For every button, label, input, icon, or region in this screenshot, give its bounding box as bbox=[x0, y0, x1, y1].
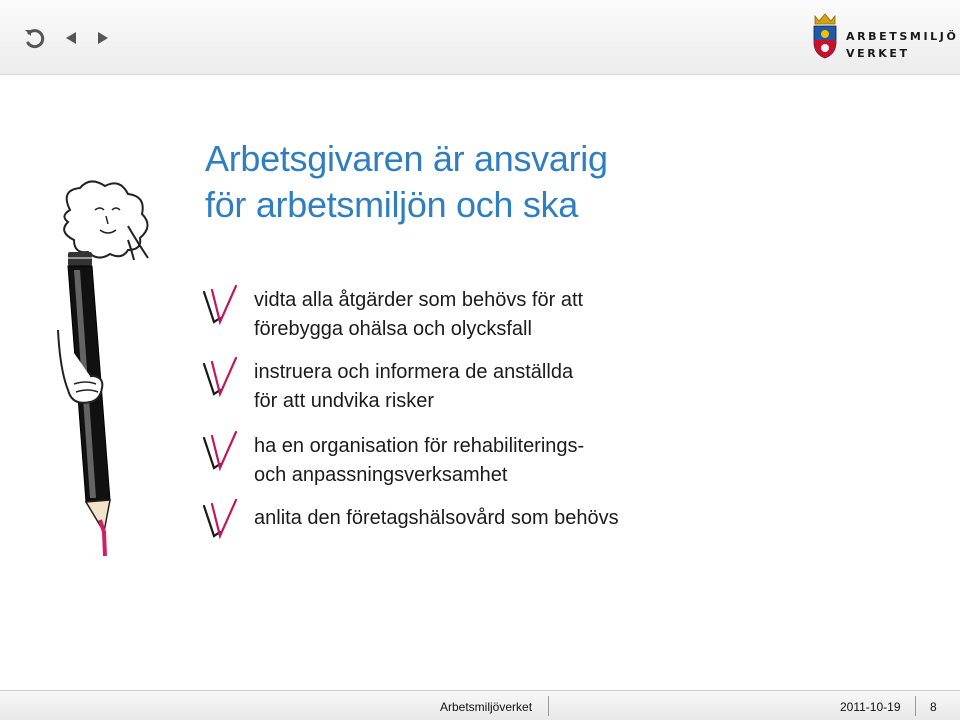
list-item-line1: instruera och informera de anställda bbox=[254, 361, 574, 383]
footer-divider bbox=[915, 696, 916, 716]
reload-button[interactable] bbox=[22, 26, 46, 50]
logo-text-line1: ARBETSMILJÖ bbox=[846, 30, 959, 43]
previous-slide-button[interactable] bbox=[59, 26, 83, 50]
footer-date: 2011-10-19 bbox=[840, 700, 901, 714]
footer-organization: Arbetsmiljöverket bbox=[440, 700, 533, 714]
list-item-line1: ha en organisation för rehabiliterings- bbox=[254, 435, 585, 457]
reload-icon bbox=[22, 26, 46, 50]
next-slide-button[interactable] bbox=[91, 26, 115, 50]
list-item-line1: anlita den företagshälsovård som behövs bbox=[254, 507, 619, 529]
footer-divider bbox=[548, 696, 549, 716]
crest-emblem-icon bbox=[810, 12, 840, 60]
checkmark-icon bbox=[200, 428, 240, 478]
list-item-line2: förebygga ohälsa och olycksfall bbox=[254, 318, 532, 340]
person-with-pencil-illustration bbox=[50, 180, 170, 560]
list-item-line2: och anpassningsverksamhet bbox=[254, 464, 508, 486]
toolbar bbox=[0, 0, 960, 75]
logo-text-line2: VERKET bbox=[846, 47, 910, 60]
slide-title-line1: Arbetsgivaren är ansvarig bbox=[205, 138, 608, 179]
footer-page-number: 8 bbox=[930, 700, 937, 714]
checkmark-icon bbox=[200, 496, 240, 546]
slide-title bbox=[205, 136, 905, 228]
list-item-line1: vidta alla åtgärder som behövs för att bbox=[254, 289, 584, 311]
checkmark-icon bbox=[200, 282, 240, 332]
list-item-line2: för att undvika risker bbox=[254, 390, 435, 412]
next-arrow-icon bbox=[91, 26, 115, 50]
prev-arrow-icon bbox=[59, 26, 83, 50]
checkmark-icon bbox=[200, 354, 240, 404]
arbetsmiljoverket-logo bbox=[810, 12, 959, 60]
slide-title-line2: för arbetsmiljön och ska bbox=[205, 184, 578, 225]
slide-footer bbox=[0, 690, 960, 720]
